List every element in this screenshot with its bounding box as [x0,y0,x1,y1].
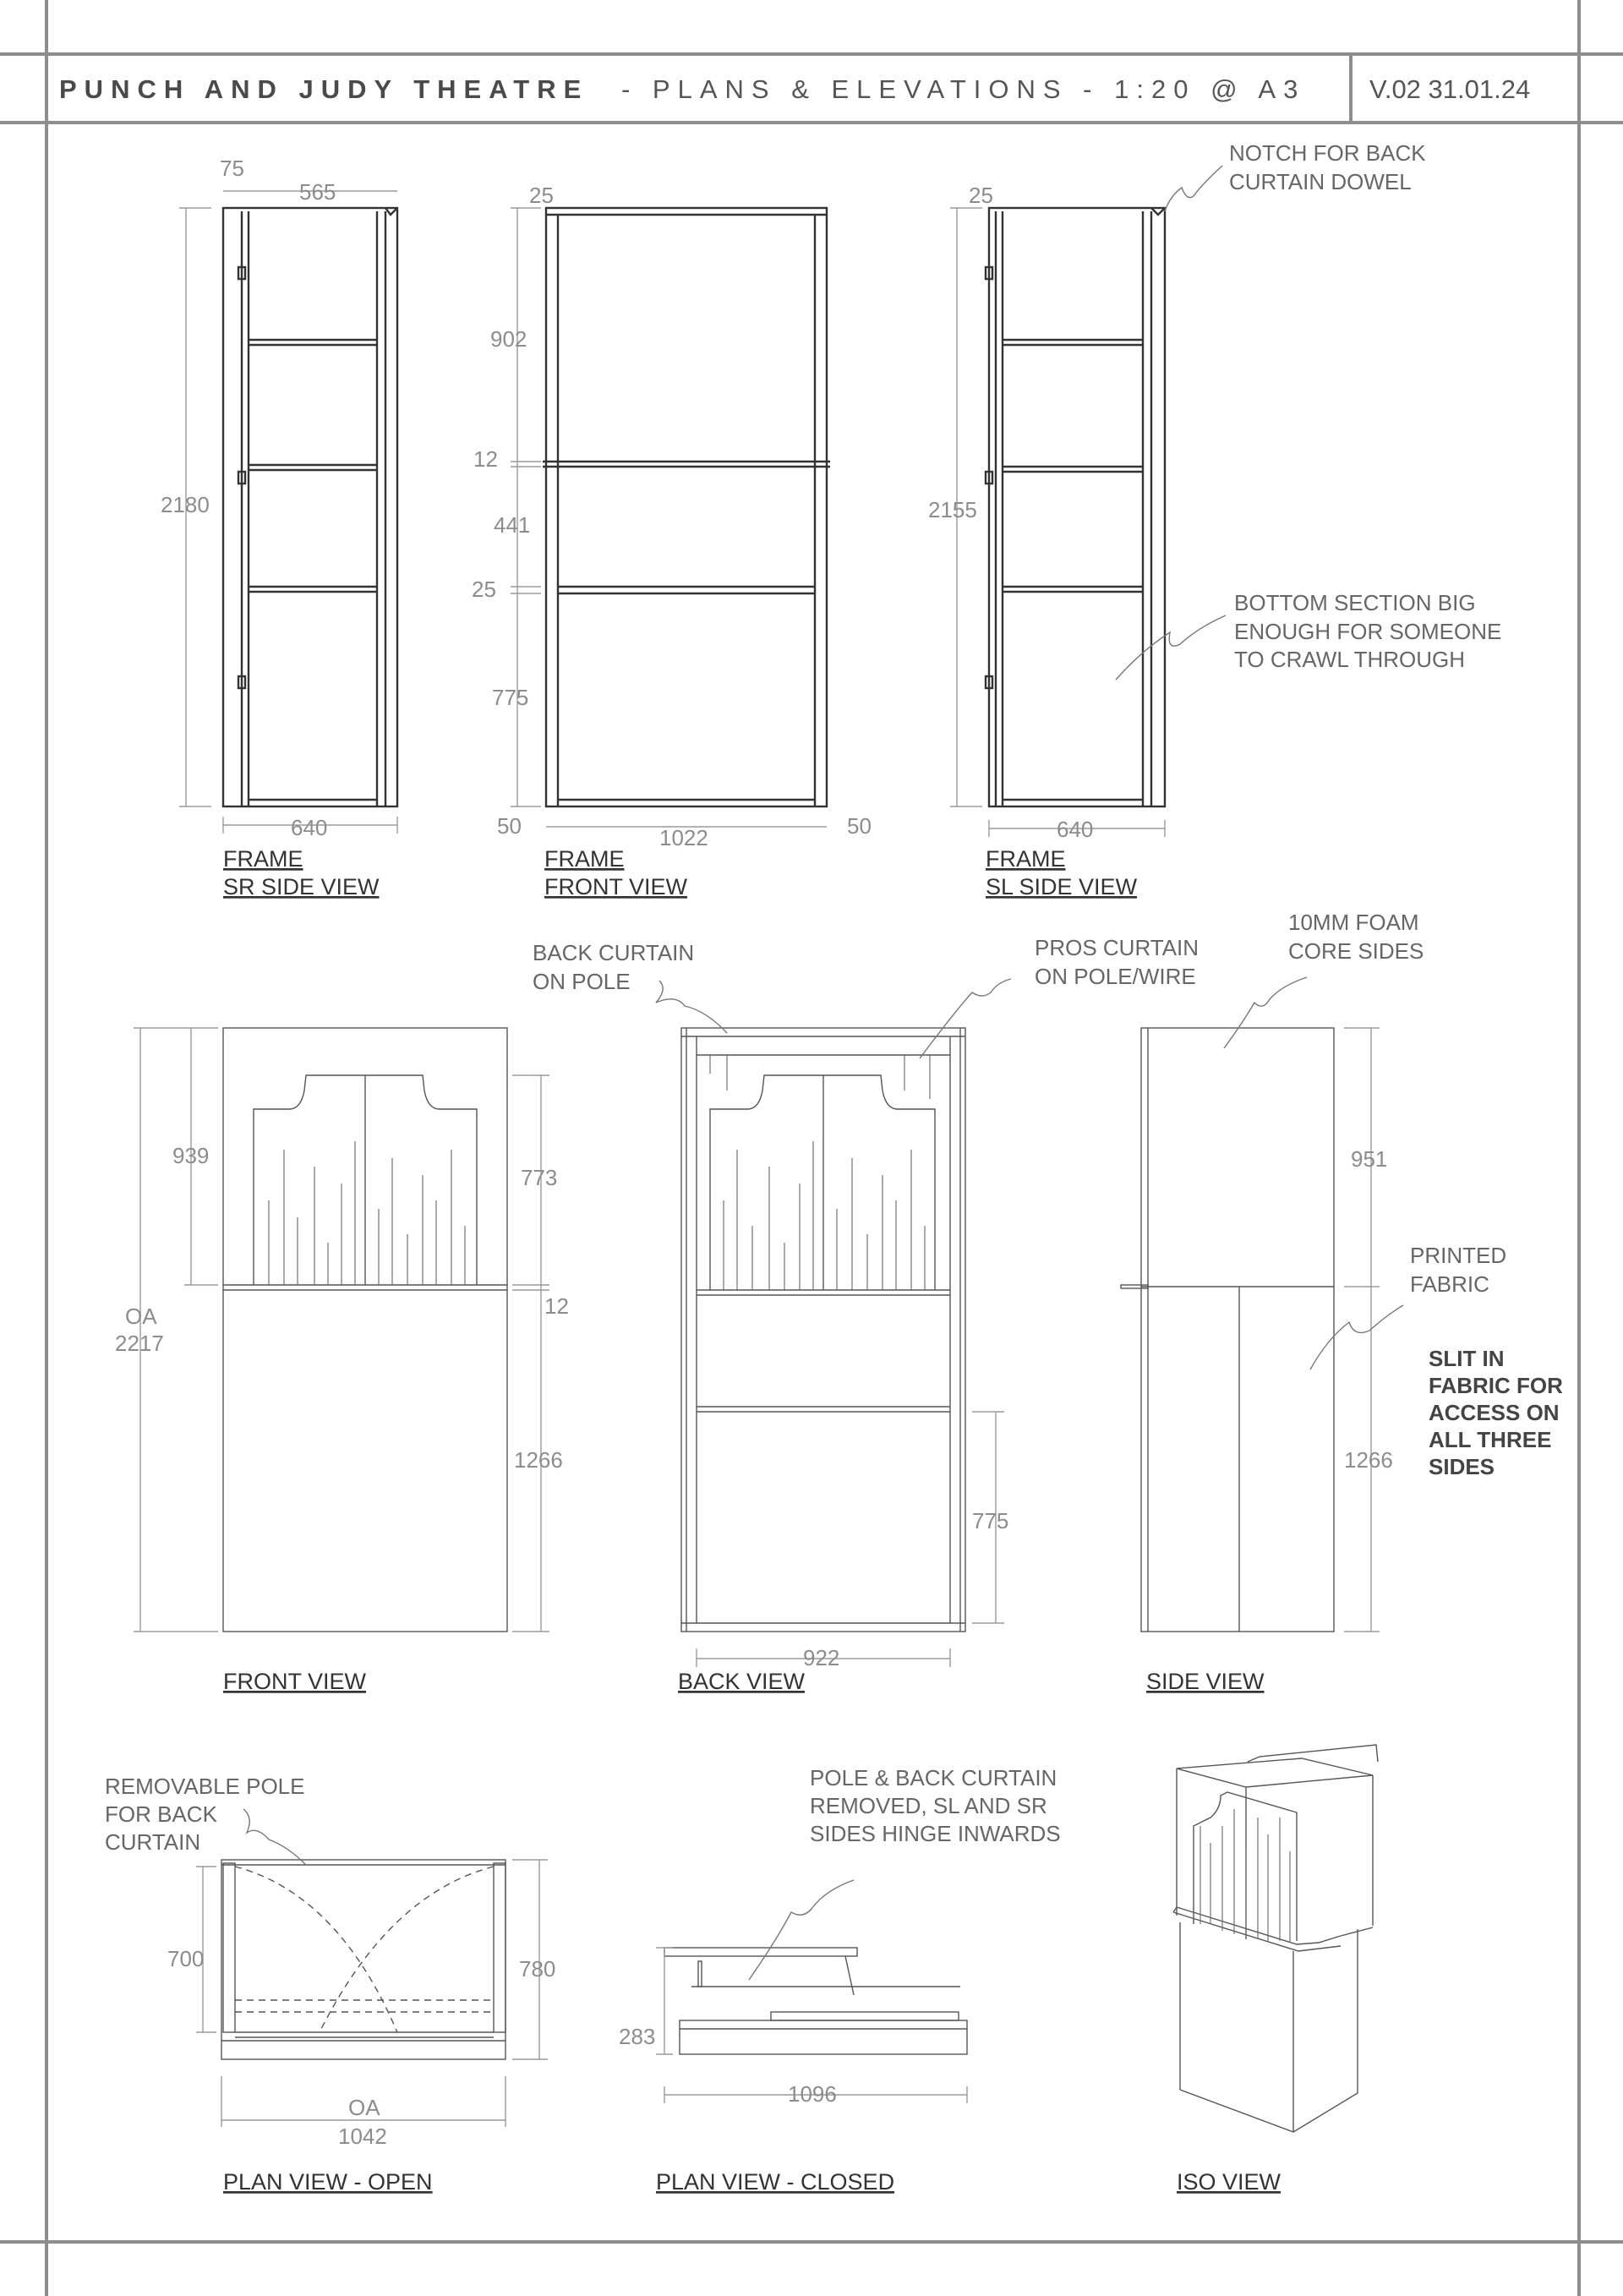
title-block [59,74,1530,104]
ff-lower-dim: 775 [492,685,529,710]
note-slit-3: ACCESS ON [1429,1400,1560,1425]
note-notch-2: CURTAIN DOWEL [1229,169,1412,194]
sr-width-bottom-dim: 640 [291,815,328,840]
ff-width-dim: 1022 [659,825,708,850]
bv-width-dim: 922 [803,1645,840,1670]
pc-depth-dim: 283 [619,2024,656,2049]
ff-label-view: FRONT VIEW [544,874,688,899]
fv-upper-dim: 939 [172,1143,210,1168]
theatre-front-view [115,1028,569,1694]
fv-rail-dim: 12 [544,1293,569,1319]
frame-front-view [472,183,872,899]
note-pole-1: REMOVABLE POLE [105,1774,305,1799]
sv-upper-dim: 951 [1351,1146,1388,1172]
sr-width-top-dim: 565 [299,179,336,205]
note-back-curtain-2: ON POLE [533,969,631,994]
theatre-back-view [678,1028,1008,1694]
plan-view-open [167,1860,555,2195]
title-main: PUNCH AND JUDY THEATRE [59,74,589,104]
note-foam-2: CORE SIDES [1288,938,1424,964]
fv-lower-dim: 1266 [514,1447,563,1473]
note-back-curtain-1: BACK CURTAIN [533,940,695,965]
bv-lower-dim: 775 [972,1508,1009,1533]
ff-label-frame: FRAME [544,846,625,872]
sl-height-dim: 2155 [928,497,977,522]
note-slit-1: SLIT IN [1429,1346,1505,1371]
iso-view [1173,1745,1378,2195]
note-slit-2: FABRIC FOR [1429,1373,1563,1398]
sl-top-dim: 25 [969,183,993,208]
sr-label-view: SR SIDE VIEW [223,874,380,899]
note-removed-3: SIDES HINGE INWARDS [810,1821,1061,1846]
ff-right-post-dim: 50 [847,813,872,839]
ff-middle-dim: 441 [494,512,531,538]
fv-oa-dim: 2217 [115,1331,164,1356]
fv-label: FRONT VIEW [223,1669,367,1694]
sl-side-view [928,183,1165,899]
fv-opening-dim: 773 [521,1165,558,1190]
notes-bottom [105,1765,1061,1865]
ff-top-dim: 25 [529,183,554,208]
bv-label: BACK VIEW [678,1669,806,1694]
note-removed-1: POLE & BACK CURTAIN [810,1765,1057,1790]
note-pole-3: CURTAIN [105,1829,201,1855]
notes-middle [533,910,1563,1479]
ff-left-post-dim: 50 [497,813,522,839]
note-bottom-1: BOTTOM SECTION BIG [1234,590,1476,615]
po-label: PLAN VIEW - OPEN [223,2169,433,2195]
pc-label: PLAN VIEW - CLOSED [656,2169,895,2195]
pc-width-dim: 1096 [788,2081,837,2107]
iso-label: ISO VIEW [1177,2169,1281,2195]
sl-label-view: SL SIDE VIEW [986,874,1138,899]
po-depth-dim: 700 [167,1946,205,1971]
po-oa-label: OA [348,2095,380,2120]
sr-notch-dim: 75 [220,156,244,181]
note-pros-curtain-2: ON POLE/WIRE [1035,964,1196,989]
sv-lower-dim: 1266 [1344,1447,1393,1473]
note-removed-2: REMOVED, SL AND SR [810,1793,1047,1818]
fv-oa-label: OA [125,1304,157,1329]
sl-width-bottom-dim: 640 [1057,817,1094,842]
note-printed-1: PRINTED [1410,1243,1507,1268]
po-depth-oa-dim: 780 [519,1956,556,1982]
title-sub: - PLANS & ELEVATIONS - 1:20 @ A3 [621,74,1306,104]
note-printed-2: FABRIC [1410,1271,1489,1297]
theatre-side-view [1121,1028,1393,1694]
sl-label-frame: FRAME [986,846,1066,872]
note-pole-2: FOR BACK [105,1801,217,1827]
sr-side-view [161,156,397,899]
note-foam-1: 10MM FOAM [1288,910,1419,935]
sr-height-dim: 2180 [161,492,210,517]
sr-label-frame: FRAME [223,846,303,872]
title-version: V.02 31.01.24 [1369,74,1531,104]
note-bottom-3: TO CRAWL THROUGH [1234,647,1466,672]
note-slit-4: ALL THREE [1429,1427,1552,1452]
note-slit-5: SIDES [1429,1454,1495,1479]
note-bottom-2: ENOUGH FOR SOMEONE [1234,619,1502,644]
ff-lower-rail-dim: 25 [472,577,496,602]
notes-top [1116,140,1501,680]
po-oa-dim: 1042 [338,2124,387,2149]
sv-label: SIDE VIEW [1146,1669,1265,1694]
ff-rail-dim: 12 [473,446,498,472]
plan-view-closed [619,1880,967,2195]
ff-upper-dim: 902 [490,326,527,352]
note-notch-1: NOTCH FOR BACK [1229,140,1426,166]
note-pros-curtain-1: PROS CURTAIN [1035,935,1199,960]
